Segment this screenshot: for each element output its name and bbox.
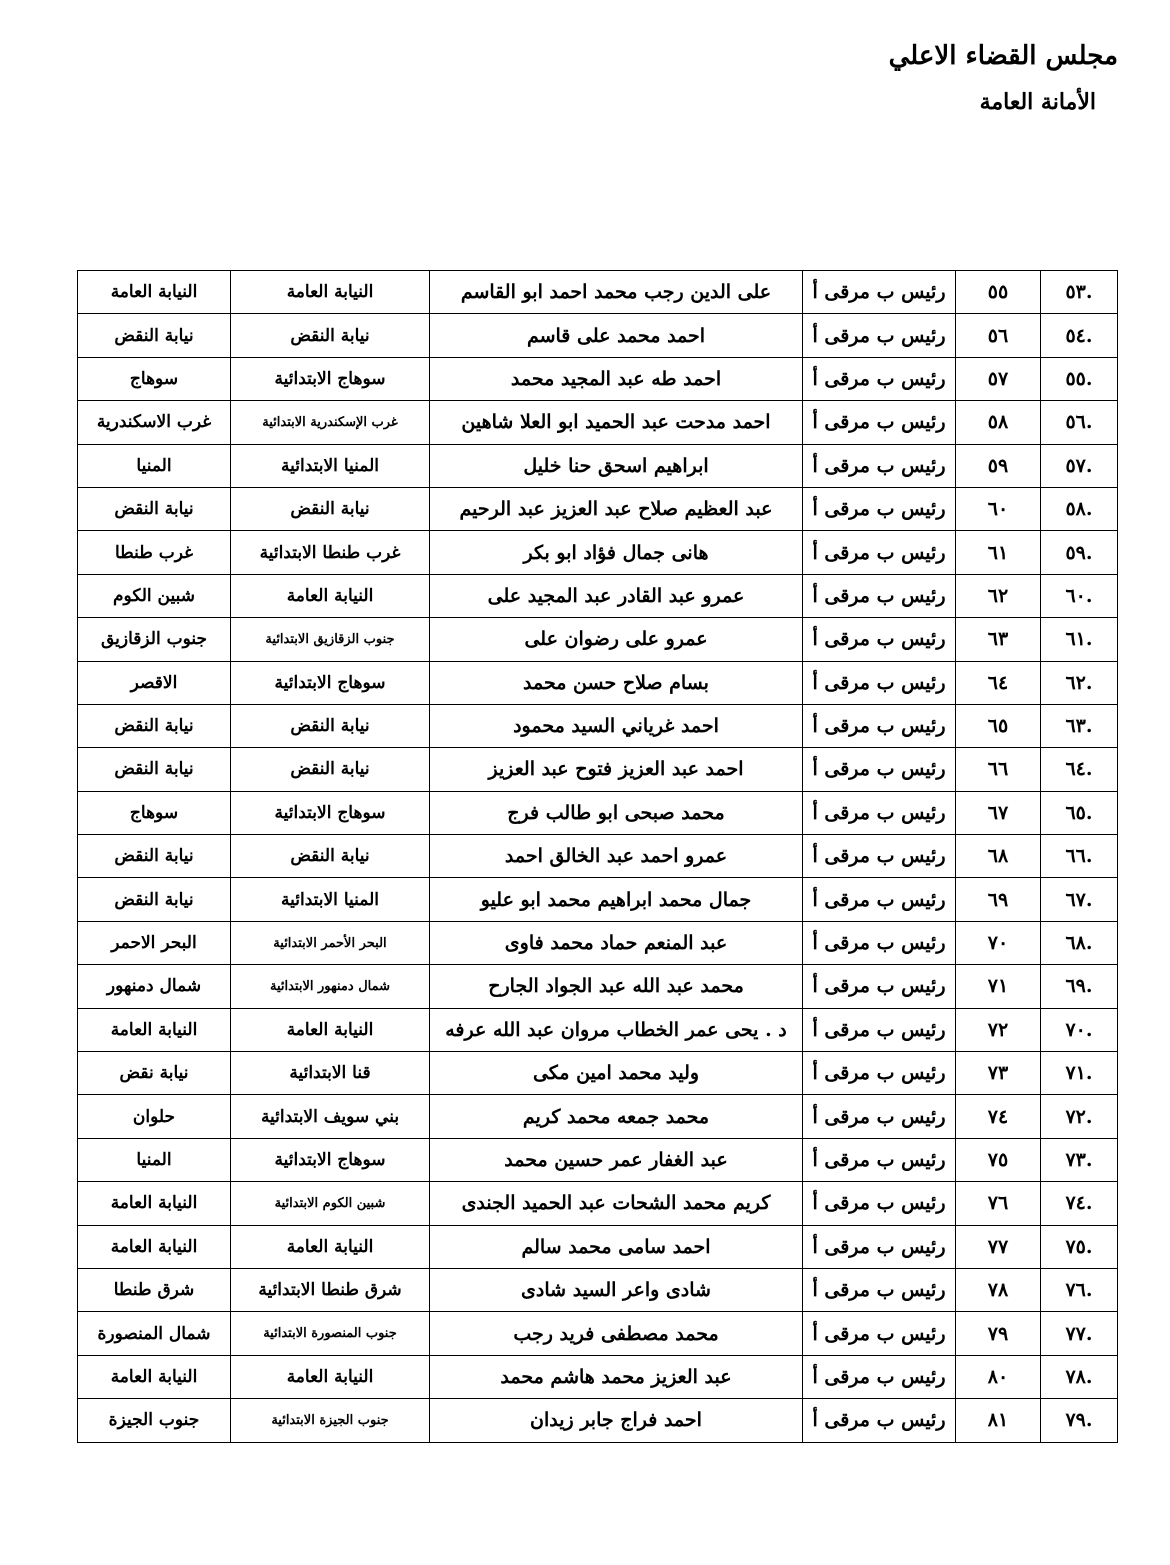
table-row [78, 835, 1118, 878]
judge-name-cell: جمال محمد ابراهيم محمد ابو عليو [430, 878, 803, 921]
number-cell: ٧٦ [956, 1182, 1041, 1225]
table-row [78, 878, 1118, 921]
serial-cell: .٧٧ [1041, 1312, 1118, 1355]
serial-cell: .٦٤ [1041, 748, 1118, 791]
judge-name-cell: ابراهيم اسحق حنا خليل [430, 444, 803, 487]
table-row [78, 1182, 1118, 1225]
grade-cell: رئيس ب مرقى أ [803, 1312, 956, 1355]
serial-cell: .٧٥ [1041, 1225, 1118, 1268]
table-row [78, 618, 1118, 661]
judge-name-cell: عمرو عبد القادر عبد المجيد على [430, 574, 803, 617]
grade-cell: رئيس ب مرقى أ [803, 1095, 956, 1138]
number-cell: ٥٨ [956, 401, 1041, 444]
current-court-cell: النيابة العامة [231, 1225, 430, 1268]
serial-cell: .٧٦ [1041, 1268, 1118, 1311]
destination-cell: النيابة العامة [78, 1225, 231, 1268]
current-court-cell: نيابة النقض [231, 835, 430, 878]
judge-name-cell: احمد محمد على قاسم [430, 314, 803, 357]
judge-name-cell: محمد صبحى ابو طالب فرج [430, 791, 803, 834]
grade-cell: رئيس ب مرقى أ [803, 618, 956, 661]
serial-cell: .٥٤ [1041, 314, 1118, 357]
destination-cell: نيابة نقض [78, 1052, 231, 1095]
grade-cell: رئيس ب مرقى أ [803, 835, 956, 878]
table-row [78, 748, 1118, 791]
table-row [78, 531, 1118, 574]
document-header [889, 36, 1118, 120]
destination-cell: نيابة النقض [78, 704, 231, 747]
destination-cell: الاقصر [78, 661, 231, 704]
number-cell: ٥٧ [956, 357, 1041, 400]
serial-cell: .٥٧ [1041, 444, 1118, 487]
number-cell: ٦٤ [956, 661, 1041, 704]
serial-cell: .٧١ [1041, 1052, 1118, 1095]
destination-cell: النيابة العامة [78, 271, 231, 314]
grade-cell: رئيس ب مرقى أ [803, 748, 956, 791]
grade-cell: رئيس ب مرقى أ [803, 1052, 956, 1095]
number-cell: ٧٤ [956, 1095, 1041, 1138]
grade-cell: رئيس ب مرقى أ [803, 1138, 956, 1181]
destination-cell: شمال دمنهور [78, 965, 231, 1008]
table-row [78, 921, 1118, 964]
number-cell: ٦٥ [956, 704, 1041, 747]
destination-cell: نيابة النقض [78, 835, 231, 878]
table-row [78, 661, 1118, 704]
destination-cell: النيابة العامة [78, 1008, 231, 1051]
grade-cell: رئيس ب مرقى أ [803, 401, 956, 444]
number-cell: ٧٠ [956, 921, 1041, 964]
table-row [78, 1312, 1118, 1355]
grade-cell: رئيس ب مرقى أ [803, 791, 956, 834]
judge-name-cell: على الدين رجب محمد احمد ابو القاسم [430, 271, 803, 314]
grade-cell: رئيس ب مرقى أ [803, 965, 956, 1008]
current-court-cell: سوهاج الابتدائية [231, 1138, 430, 1181]
current-court-cell: جنوب الزقازيق الابتدائية [231, 618, 430, 661]
current-court-cell: النيابة العامة [231, 574, 430, 617]
serial-cell: .٦١ [1041, 618, 1118, 661]
judge-name-cell: احمد سامى محمد سالم [430, 1225, 803, 1268]
current-court-cell: المنيا الابتدائية [231, 444, 430, 487]
current-court-cell: غرب الإسكندرية الابتدائية [231, 401, 430, 444]
serial-cell: .٧٩ [1041, 1399, 1118, 1442]
destination-cell: نيابة النقض [78, 748, 231, 791]
table-row [78, 357, 1118, 400]
judge-name-cell: احمد فراج جابر زيدان [430, 1399, 803, 1442]
serial-cell: .٧٣ [1041, 1138, 1118, 1181]
destination-cell: سوهاج [78, 357, 231, 400]
serial-cell: .٦٩ [1041, 965, 1118, 1008]
current-court-cell: نيابة النقض [231, 748, 430, 791]
destination-cell: النيابة العامة [78, 1182, 231, 1225]
destination-cell: شمال المنصورة [78, 1312, 231, 1355]
grade-cell: رئيس ب مرقى أ [803, 314, 956, 357]
table-row [78, 574, 1118, 617]
destination-cell: شرق طنطا [78, 1268, 231, 1311]
grade-cell: رئيس ب مرقى أ [803, 1225, 956, 1268]
judge-name-cell: وليد محمد امين مكى [430, 1052, 803, 1095]
table-row [78, 1052, 1118, 1095]
current-court-cell: شرق طنطا الابتدائية [231, 1268, 430, 1311]
destination-cell: جنوب الجيزة [78, 1399, 231, 1442]
destination-cell: جنوب الزقازيق [78, 618, 231, 661]
current-court-cell: جنوب المنصورة الابتدائية [231, 1312, 430, 1355]
current-court-cell: سوهاج الابتدائية [231, 791, 430, 834]
judge-name-cell: عبد الغفار عمر حسين محمد [430, 1138, 803, 1181]
judge-name-cell: عمرو على رضوان على [430, 618, 803, 661]
serial-cell: .٥٨ [1041, 487, 1118, 530]
number-cell: ٦٢ [956, 574, 1041, 617]
serial-cell: .٦٦ [1041, 835, 1118, 878]
destination-cell: شبين الكوم [78, 574, 231, 617]
serial-cell: .٧٨ [1041, 1355, 1118, 1398]
destination-cell: نيابة النقض [78, 314, 231, 357]
current-court-cell: البحر الأحمر الابتدائية [231, 921, 430, 964]
table-row [78, 791, 1118, 834]
judge-name-cell: د . يحى عمر الخطاب مروان عبد الله عرفه [430, 1008, 803, 1051]
judge-name-cell: احمد عبد العزيز فتوح عبد العزيز [430, 748, 803, 791]
judge-name-cell: كريم محمد الشحات عبد الحميد الجندى [430, 1182, 803, 1225]
current-court-cell: النيابة العامة [231, 271, 430, 314]
appointments-table [77, 270, 1118, 1443]
table-row [78, 444, 1118, 487]
table-row [78, 314, 1118, 357]
table-row [78, 1399, 1118, 1442]
judge-name-cell: شادى واعر السيد شادى [430, 1268, 803, 1311]
grade-cell: رئيس ب مرقى أ [803, 444, 956, 487]
grade-cell: رئيس ب مرقى أ [803, 661, 956, 704]
current-court-cell: شبين الكوم الابتدائية [231, 1182, 430, 1225]
grade-cell: رئيس ب مرقى أ [803, 487, 956, 530]
table-row [78, 1095, 1118, 1138]
current-court-cell: سوهاج الابتدائية [231, 661, 430, 704]
council-title: مجلس القضاء الاعلي [888, 41, 1118, 71]
judge-name-cell: احمد طه عبد المجيد محمد [430, 357, 803, 400]
number-cell: ٦٩ [956, 878, 1041, 921]
destination-cell: سوهاج [78, 791, 231, 834]
serial-cell: .٦٠ [1041, 574, 1118, 617]
grade-cell: رئيس ب مرقى أ [803, 1399, 956, 1442]
serial-cell: .٥٦ [1041, 401, 1118, 444]
grade-cell: رئيس ب مرقى أ [803, 1008, 956, 1051]
destination-cell: غرب طنطا [78, 531, 231, 574]
judge-name-cell: محمد جمعه محمد كريم [430, 1095, 803, 1138]
number-cell: ٧٥ [956, 1138, 1041, 1181]
appointments-table-wrapper [77, 270, 1111, 1443]
judge-name-cell: عبد العظيم صلاح عبد العزيز عبد الرحيم [430, 487, 803, 530]
table-row [78, 1225, 1118, 1268]
destination-cell: البحر الاحمر [78, 921, 231, 964]
judge-name-cell: عمرو احمد عبد الخالق احمد [430, 835, 803, 878]
destination-cell: المنيا [78, 1138, 231, 1181]
serial-cell: .٦٨ [1041, 921, 1118, 964]
current-court-cell: قنا الابتدائية [231, 1052, 430, 1095]
destination-cell: حلوان [78, 1095, 231, 1138]
serial-cell: .٦٥ [1041, 791, 1118, 834]
judge-name-cell: محمد مصطفى فريد رجب [430, 1312, 803, 1355]
number-cell: ٥٦ [956, 314, 1041, 357]
serial-cell: .٥٥ [1041, 357, 1118, 400]
table-row [78, 1355, 1118, 1398]
serial-cell: .٧٤ [1041, 1182, 1118, 1225]
table-row [78, 1268, 1118, 1311]
number-cell: ٧١ [956, 965, 1041, 1008]
grade-cell: رئيس ب مرقى أ [803, 704, 956, 747]
current-court-cell: نيابة النقض [231, 314, 430, 357]
grade-cell: رئيس ب مرقى أ [803, 271, 956, 314]
destination-cell: المنيا [78, 444, 231, 487]
destination-cell: نيابة النقض [78, 878, 231, 921]
serial-cell: .٥٣ [1041, 271, 1118, 314]
table-row [78, 704, 1118, 747]
table-row [78, 271, 1118, 314]
judge-name-cell: احمد غرياني السيد محمود [430, 704, 803, 747]
table-row [78, 965, 1118, 1008]
judge-name-cell: محمد عبد الله عبد الجواد الجارح [430, 965, 803, 1008]
grade-cell: رئيس ب مرقى أ [803, 1268, 956, 1311]
current-court-cell: نيابة النقض [231, 487, 430, 530]
number-cell: ٧٢ [956, 1008, 1041, 1051]
table-body [78, 271, 1118, 1443]
grade-cell: رئيس ب مرقى أ [803, 574, 956, 617]
serial-cell: .٧٠ [1041, 1008, 1118, 1051]
grade-cell: رئيس ب مرقى أ [803, 878, 956, 921]
number-cell: ٦١ [956, 531, 1041, 574]
number-cell: ٨١ [956, 1399, 1041, 1442]
number-cell: ٧٧ [956, 1225, 1041, 1268]
table-row [78, 1138, 1118, 1181]
number-cell: ٥٥ [956, 271, 1041, 314]
current-court-cell: النيابة العامة [231, 1008, 430, 1051]
destination-cell: غرب الاسكندرية [78, 401, 231, 444]
number-cell: ٧٣ [956, 1052, 1041, 1095]
grade-cell: رئيس ب مرقى أ [803, 531, 956, 574]
table-row [78, 487, 1118, 530]
number-cell: ٦٣ [956, 618, 1041, 661]
current-court-cell: النيابة العامة [231, 1355, 430, 1398]
grade-cell: رئيس ب مرقى أ [803, 1182, 956, 1225]
grade-cell: رئيس ب مرقى أ [803, 357, 956, 400]
current-court-cell: بني سويف الابتدائية [231, 1095, 430, 1138]
number-cell: ٨٠ [956, 1355, 1041, 1398]
number-cell: ٦٦ [956, 748, 1041, 791]
judge-name-cell: احمد مدحت عبد الحميد ابو العلا شاهين [430, 401, 803, 444]
destination-cell: النيابة العامة [78, 1355, 231, 1398]
current-court-cell: نيابة النقض [231, 704, 430, 747]
serial-cell: .٦٧ [1041, 878, 1118, 921]
number-cell: ٥٩ [956, 444, 1041, 487]
current-court-cell: سوهاج الابتدائية [231, 357, 430, 400]
table-row [78, 401, 1118, 444]
judge-name-cell: بسام صلاح حسن محمد [430, 661, 803, 704]
number-cell: ٦٠ [956, 487, 1041, 530]
serial-cell: .٦٣ [1041, 704, 1118, 747]
serial-cell: .٧٢ [1041, 1095, 1118, 1138]
current-court-cell: غرب طنطا الابتدائية [231, 531, 430, 574]
number-cell: ٦٧ [956, 791, 1041, 834]
number-cell: ٧٨ [956, 1268, 1041, 1311]
current-court-cell: شمال دمنهور الابتدائية [231, 965, 430, 1008]
judge-name-cell: عبد المنعم حماد محمد فاوى [430, 921, 803, 964]
grade-cell: رئيس ب مرقى أ [803, 1355, 956, 1398]
judge-name-cell: عبد العزيز محمد هاشم محمد [430, 1355, 803, 1398]
current-court-cell: المنيا الابتدائية [231, 878, 430, 921]
serial-cell: .٦٢ [1041, 661, 1118, 704]
serial-cell: .٥٩ [1041, 531, 1118, 574]
grade-cell: رئيس ب مرقى أ [803, 921, 956, 964]
secretariat-subtitle: الأمانة العامة [979, 89, 1096, 115]
current-court-cell: جنوب الجيزة الابتدائية [231, 1399, 430, 1442]
number-cell: ٦٨ [956, 835, 1041, 878]
number-cell: ٧٩ [956, 1312, 1041, 1355]
destination-cell: نيابة النقض [78, 487, 231, 530]
judge-name-cell: هانى جمال فؤاد ابو بكر [430, 531, 803, 574]
table-row [78, 1008, 1118, 1051]
